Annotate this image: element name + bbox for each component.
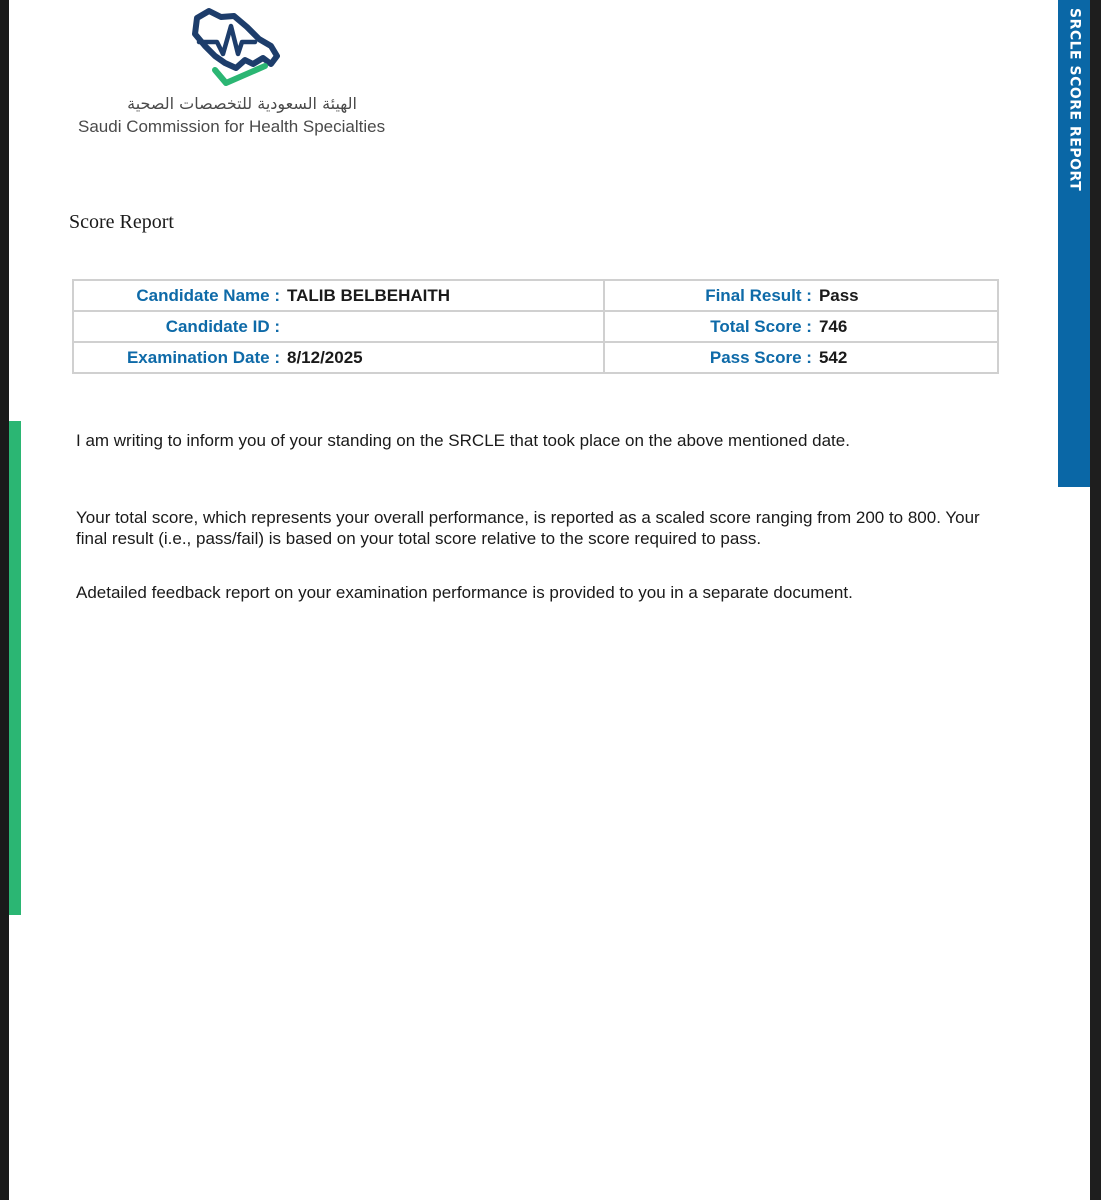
scfhs-map-heartbeat-logo-icon <box>181 6 281 90</box>
score-report-page <box>9 0 1090 1200</box>
candidate-name-cell <box>73 280 604 311</box>
candidate-info-table <box>72 279 999 374</box>
examination-date-label: Examination Date : <box>126 347 280 367</box>
side-tab <box>1058 0 1090 487</box>
green-accent-bar <box>9 421 21 915</box>
candidate-name-label: Candidate Name : <box>136 285 280 305</box>
feedback-paragraph: Adetailed feedback report on your examination performance is provided to you in a separate document. <box>76 583 853 602</box>
pass-score-value: 542 <box>818 347 848 367</box>
examination-date-cell <box>73 342 604 373</box>
table-row <box>73 311 998 342</box>
candidate-id-label: Candidate ID : <box>165 316 280 336</box>
page-title: Score Report <box>69 211 174 233</box>
score-explanation-paragraph: Your total score, which represents your overall performance, is reported as a scaled score ranging from 200 to 800. Your final result (i.e., pass/fail) is based on your total score relative to the score required to pass. <box>76 508 980 548</box>
candidate-name-value: TALIB BELBEHAITH <box>287 285 451 305</box>
candidate-id-cell <box>73 311 604 342</box>
table-row <box>73 342 998 373</box>
side-tab-label: SRCLE SCORE REPORT <box>1066 8 1083 192</box>
intro-paragraph: I am writing to inform you of your standing on the SRCLE that took place on the above mentioned date. <box>76 431 850 450</box>
final-result-value: Pass <box>818 285 859 305</box>
final-result-label: Final Result : <box>705 285 812 305</box>
final-result-cell <box>604 280 998 311</box>
pass-score-cell <box>604 342 998 373</box>
right-edge-strip <box>1090 0 1101 1200</box>
organization-english-name: Saudi Commission for Health Specialties <box>78 117 386 136</box>
total-score-cell <box>604 311 998 342</box>
organization-arabic-name: الهيئة السعودية للتخصصات الصحية <box>127 94 357 113</box>
table-row <box>73 280 998 311</box>
total-score-value: 746 <box>818 316 848 336</box>
total-score-label: Total Score : <box>710 316 812 336</box>
pass-score-label: Pass Score : <box>709 347 812 367</box>
examination-date-value: 8/12/2025 <box>287 347 363 367</box>
